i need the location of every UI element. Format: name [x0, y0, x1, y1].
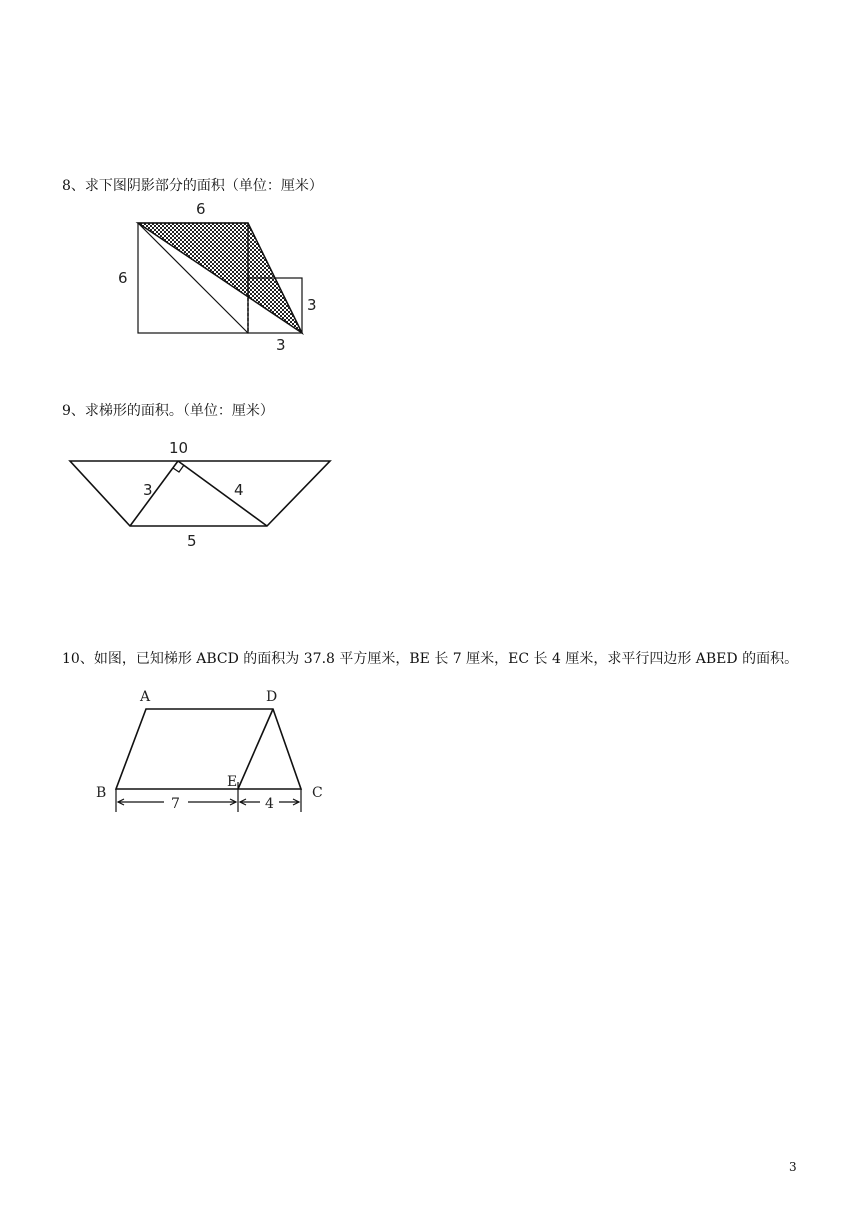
- length-be: 7: [171, 796, 180, 812]
- label-bottom-3: 3: [276, 336, 286, 354]
- length-ec: 4: [265, 796, 274, 812]
- question-9-figure: [60, 432, 350, 557]
- vertex-a: A: [140, 689, 151, 705]
- question-8-figure: [100, 195, 340, 360]
- trapezoid: [70, 461, 330, 526]
- trapezoid-abcd: [116, 709, 301, 789]
- label-bottom-5: 5: [187, 532, 197, 550]
- vertex-e: E: [227, 774, 238, 790]
- label-leg-3: 3: [143, 481, 153, 499]
- label-top-10: 10: [169, 439, 189, 457]
- label-right-3: 3: [307, 296, 317, 314]
- vertex-d: D: [266, 689, 278, 705]
- triangle-leg-3: [130, 461, 178, 526]
- triangle-leg-4: [178, 461, 267, 526]
- page-number: 3: [789, 1160, 797, 1174]
- question-10-figure: [90, 682, 340, 817]
- label-left-6: 6: [118, 269, 128, 287]
- label-leg-4: 4: [234, 481, 244, 499]
- question-8-text: 8、求下图阴影部分的面积（单位：厘米）: [62, 178, 323, 194]
- question-10-text: 10、如图，已知梯形 ABCD 的面积为 37.8 平方厘米，BE 长 7 厘米，EC 长 4 厘米，求平行四边形 ABED 的面积。: [62, 651, 799, 667]
- vertex-c: C: [312, 785, 323, 801]
- vertex-b: B: [96, 785, 107, 801]
- segment-de: [238, 709, 273, 789]
- question-9-text: 9、求梯形的面积。（单位：厘米）: [62, 403, 274, 419]
- label-top-6: 6: [196, 200, 206, 218]
